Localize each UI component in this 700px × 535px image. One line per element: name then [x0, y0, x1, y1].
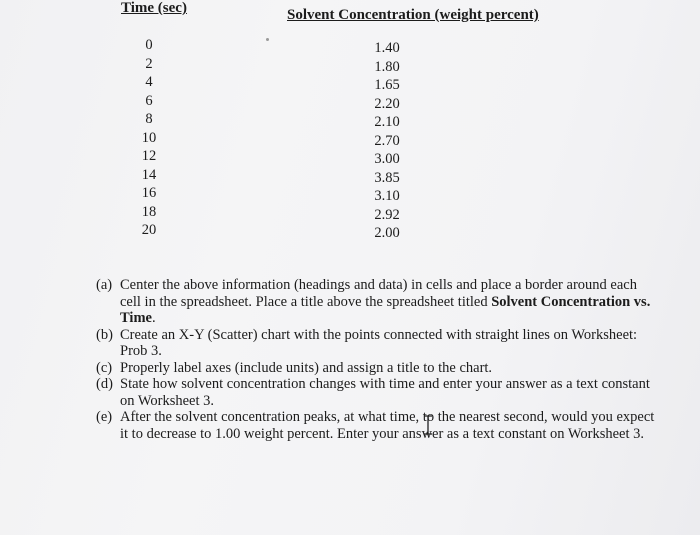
question-label: (c) — [96, 359, 113, 376]
concentration-value: 2.92 — [374, 206, 400, 223]
time-value: 14 — [141, 166, 157, 183]
concentration-value: 1.40 — [374, 40, 400, 56]
question-text-end: . — [151, 310, 156, 326]
question-b — [96, 327, 656, 360]
concentration-header: Solvent Concentration (weight percent) — [287, 7, 539, 23]
question-label: (b) — [96, 326, 113, 343]
time-value: 4 — [145, 74, 153, 90]
time-value: 12 — [141, 148, 157, 164]
question-c — [96, 360, 656, 377]
question-text: After the solvent concentration peaks, at what time, to the nearest second, would you expect it to decrease to 1.00 weight percent. Enter your answer as a text constant on Worksheet 3. — [120, 409, 655, 442]
question-a — [96, 277, 656, 327]
question-d — [96, 376, 656, 409]
time-value: 10 — [141, 129, 157, 146]
question-e — [96, 409, 656, 442]
concentration-value: 1.65 — [374, 77, 400, 93]
concentration-value: 2.70 — [374, 132, 400, 149]
time-value: 2 — [145, 55, 153, 72]
question-text: State how solvent concentration changes with time and enter your answer as a text constant on Worksheet 3. — [120, 376, 650, 409]
question-text: Properly label axes (include units) and assign a title to the chart. — [120, 359, 493, 376]
time-value: 0 — [145, 37, 153, 53]
time-header: Time (sec) — [121, 0, 187, 16]
question-list — [96, 277, 656, 442]
concentration-value: 3.85 — [374, 169, 400, 186]
question-label: (a) — [96, 277, 113, 293]
concentration-value: 1.80 — [374, 58, 400, 75]
concentration-value: 2.20 — [374, 95, 400, 112]
time-value: 8 — [145, 111, 153, 127]
concentration-value: 3.00 — [374, 151, 400, 167]
time-value: 18 — [141, 203, 157, 220]
text-cursor-icon — [423, 415, 433, 435]
speck-dot — [266, 38, 269, 41]
question-text: Center the above information (headings and data) in cells and place a border around each cell in the spreadsheet. Place a title above the spreadsheet titled — [120, 277, 637, 310]
concentration-value: 2.00 — [374, 225, 400, 241]
concentration-values-column — [360, 39, 414, 243]
time-value: 6 — [145, 92, 153, 109]
time-value: 16 — [141, 185, 157, 201]
time-values-column — [126, 36, 172, 240]
question-label: (d) — [96, 376, 113, 392]
question-text: Create an X-Y (Scatter) chart with the points connected with straight lines on Worksheet: Prob 3. — [120, 326, 638, 359]
time-value: 20 — [141, 222, 157, 238]
concentration-value: 2.10 — [374, 114, 400, 130]
spreadsheet-title-text: Solvent Concentration vs. Time — [120, 293, 651, 326]
question-label: (e) — [96, 409, 113, 425]
concentration-value: 3.10 — [374, 188, 400, 204]
